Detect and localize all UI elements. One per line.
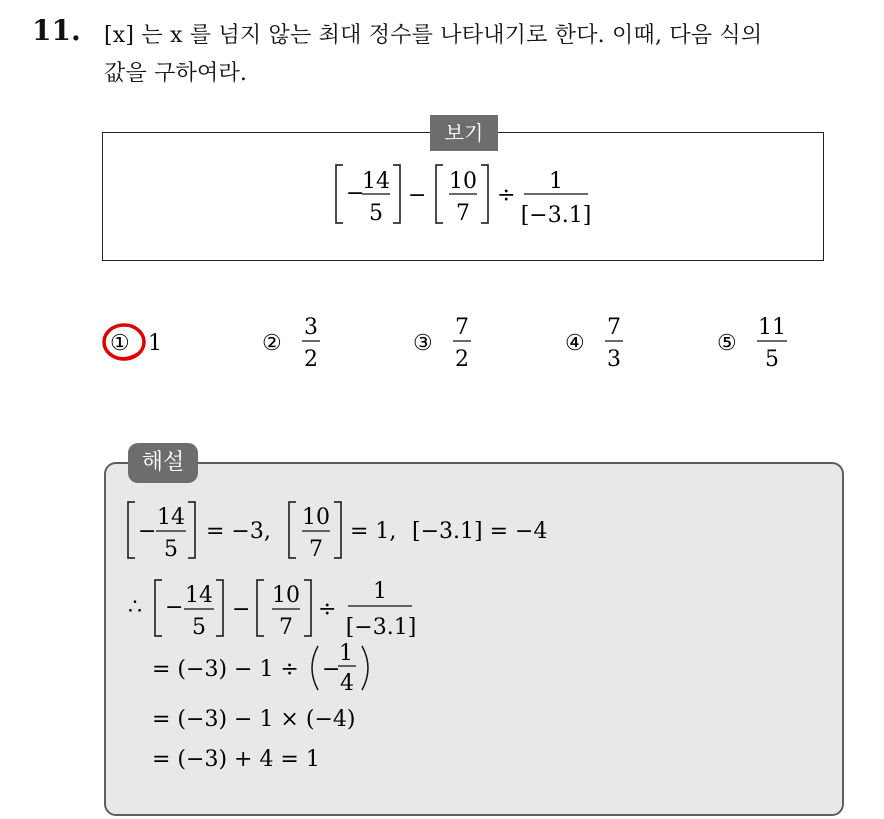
- choice-marker: ⑤: [717, 331, 737, 356]
- bogi-minus: −: [408, 183, 427, 208]
- minus-sign: −: [165, 595, 184, 620]
- left-bracket: [155, 580, 162, 636]
- minus-sign: −: [346, 181, 365, 206]
- choice-num: 7: [607, 315, 621, 340]
- line3-text: = (−3) − 1 ÷: [152, 657, 299, 682]
- line2-a-den: 5: [192, 615, 206, 640]
- choice-num: 7: [455, 315, 469, 340]
- choice-marker: ①: [110, 331, 130, 356]
- solution-expressions: [128, 502, 547, 772]
- line2-a-num: 14: [185, 583, 213, 608]
- minus-sign: −: [322, 657, 341, 682]
- left-bracket: [289, 502, 296, 558]
- left-paren: [312, 646, 318, 690]
- line1-a-num: 14: [157, 505, 185, 530]
- bogi-frac1-num: 14: [362, 169, 390, 194]
- choice-den: 5: [765, 347, 779, 372]
- choice-marker: ②: [262, 331, 282, 356]
- choice-den: 2: [304, 347, 318, 372]
- solution-line5: = (−3) + 4 = 1: [152, 747, 320, 772]
- bogi-frac2-den: 7: [456, 201, 470, 226]
- line2-div: ÷: [318, 597, 337, 622]
- minus-sign: −: [138, 519, 157, 544]
- line1-c: [−3.1] = −4: [412, 519, 548, 544]
- line1-b-num: 10: [302, 505, 330, 530]
- line2-minus: −: [232, 597, 251, 622]
- line1-b-den: 7: [309, 537, 323, 562]
- bogi-frac2-num: 10: [449, 169, 477, 194]
- bogi-frac3-num: 1: [549, 169, 563, 194]
- solution-line4: = (−3) − 1 × (−4): [152, 707, 356, 732]
- right-bracket: [304, 580, 311, 636]
- line3-num: 1: [339, 641, 353, 666]
- line3-den: 4: [340, 671, 354, 696]
- line1-a-eq: = −3,: [206, 519, 271, 544]
- bogi-label: 보기: [430, 115, 498, 151]
- left-bracket: [257, 580, 264, 636]
- choice-num: 3: [304, 315, 318, 340]
- right-bracket: [188, 502, 195, 558]
- right-paren: [362, 646, 368, 690]
- solution-label: 해설: [128, 443, 198, 483]
- line2-c-num: 1: [373, 579, 387, 604]
- choice-value: 1: [148, 331, 162, 356]
- question-number: 11.: [32, 14, 81, 47]
- choice-marker: ④: [565, 331, 585, 356]
- choice-marker: ③: [413, 331, 433, 356]
- bogi-div: ÷: [497, 183, 516, 208]
- choice-num: 11: [758, 315, 786, 340]
- line2-b-num: 10: [272, 583, 300, 608]
- choice-den: 2: [455, 347, 469, 372]
- solution-line2: [128, 579, 416, 640]
- line2-c-den: [−3.1]: [345, 615, 417, 640]
- question-text-line1: [x] 는 x 를 넘지 않는 최대 정수를 나타내기로 한다. 이때, 다음 식의: [104, 23, 763, 48]
- line1-a-den: 5: [164, 537, 178, 562]
- left-bracket: [128, 502, 135, 558]
- line2-b-den: 7: [279, 615, 293, 640]
- right-bracket: [334, 502, 341, 558]
- bogi-frac3-den: [−3.1]: [520, 203, 592, 228]
- solution-line3: [152, 641, 368, 696]
- line1-b-eq: = 1,: [350, 519, 397, 544]
- solution-line1: [128, 502, 547, 562]
- therefore-sign: ∴: [128, 595, 142, 620]
- choice-den: 3: [607, 347, 621, 372]
- question-text-line2: 값을 구하여라.: [104, 61, 248, 86]
- right-bracket: [216, 580, 223, 636]
- bogi-frac1-den: 5: [369, 201, 383, 226]
